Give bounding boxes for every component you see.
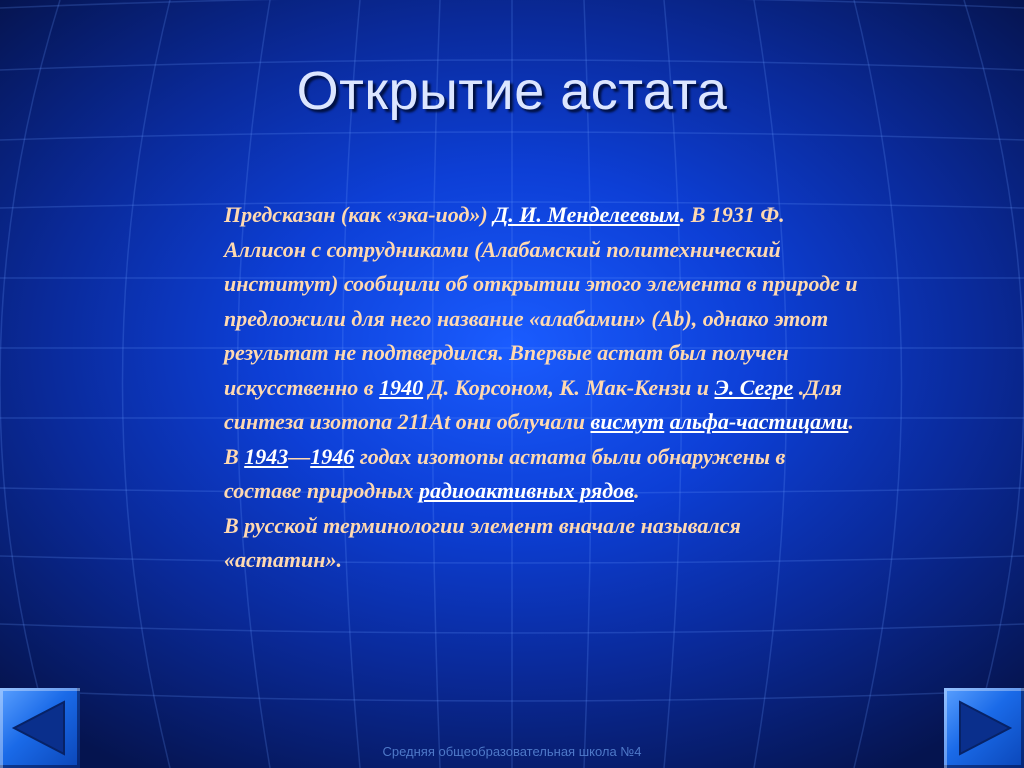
link-year-1943[interactable]: 1943 (244, 443, 289, 469)
paragraph-russian-name: В русской терминологии элемент вначале назывался «астатин». (224, 512, 741, 572)
slide-body (224, 198, 864, 578)
link-year-1946[interactable]: 1946 (310, 443, 355, 469)
text-segment: годах изотопы астата были обнаружены в составе природных (224, 443, 786, 503)
link-segre[interactable]: Э. Сегре (714, 374, 794, 400)
text-segment: Предсказан (как «эка-иод») (224, 202, 494, 227)
paragraph-discovery (224, 198, 864, 440)
text-segment: . В 1931 Ф. Аллисон с сотрудниками (Алабамский политехнический институт) сообщили об открытии этого элемента в природе и предложили для него название «алабамин» (Ab), однако этот результат не подтвердился. Впервые астат был получен искусственно в (224, 202, 858, 400)
link-alpha-particles[interactable]: альфа-частицами (669, 409, 849, 434)
link-radioactive-series[interactable]: радиоактивных рядов (419, 478, 634, 503)
text-segment: Д. Корсоном, К. Мак-Кензи и (423, 374, 715, 400)
slide-footer: Средняя общеобразовательная школа №4 (382, 744, 642, 759)
link-year-1940[interactable]: 1940 (379, 374, 424, 400)
text-segment: .Для синтеза изотопа 211At они облучали (224, 374, 842, 434)
link-bismuth[interactable]: висмут (590, 409, 665, 434)
paragraph-natural-isotopes (224, 440, 864, 509)
text-segment: . (633, 478, 640, 503)
text-segment: — (288, 443, 311, 469)
text-segment: . (848, 409, 854, 434)
slide-title: Открытие астата (296, 61, 728, 121)
text-segment: В (224, 443, 245, 469)
link-mendeleev[interactable]: Д. И. Менделеевым (493, 202, 680, 227)
